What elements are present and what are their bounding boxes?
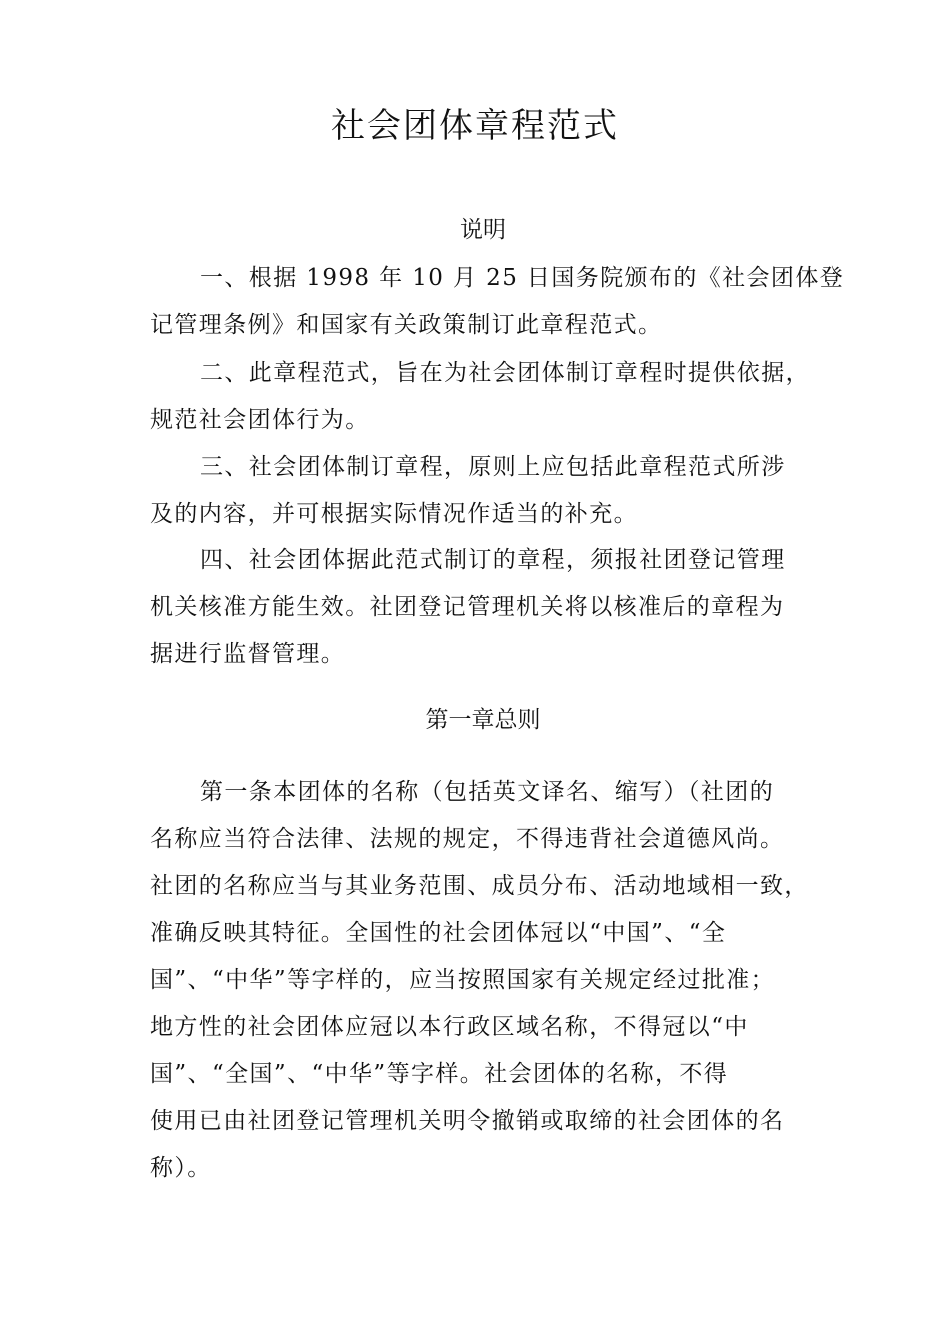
explanation-paragraph-1 (150, 255, 845, 349)
paragraph-line: 一、根据 1998 年 10 月 25 日国务院颁布的《社会团体登 (200, 265, 845, 291)
paragraph-line: 及的内容，并可根据实际情况作适当的补充。 (150, 501, 638, 527)
paragraph-line: 机关核准方能生效。社团登记管理机关将以核准后的章程为 (150, 594, 785, 620)
chapter-heading-general-provisions: 第一章总则 (425, 707, 541, 733)
article-line: 社团的名称应当与其业务范围、成员分布、活动地域相一致， (150, 873, 809, 899)
article-line: 第一条本团体的名称（包括英文译名、缩写）（社团的 (200, 779, 775, 805)
paragraph-line: 规范社会团体行为。 (150, 407, 370, 433)
article-line: 国”、“全国”、“中华”等字样。社会团体的名称，不得 (150, 1061, 729, 1087)
article-line: 使用已由社团登记管理机关明令撤销或取缔的社会团体的名 (150, 1108, 785, 1134)
explanation-paragraph-4 (150, 537, 840, 678)
section-heading-explanation: 说明 (460, 217, 506, 243)
article-line: 称）。 (150, 1155, 212, 1181)
paragraph-line: 据进行监督管理。 (150, 641, 346, 667)
paragraph-line: 记管理条例》和国家有关政策制订此章程范式。 (150, 312, 663, 338)
paragraph-line: 三、社会团体制订章程，原则上应包括此章程范式所涉 (200, 454, 786, 480)
paragraph-line: 二、此章程范式，旨在为社会团体制订章程时提供依据， (200, 360, 810, 386)
article-line: 国”、“中华”等字样的，应当按照国家有关规定经过批准； (150, 967, 776, 993)
article-one-paragraph (150, 769, 840, 1192)
explanation-paragraph-2 (150, 350, 840, 444)
explanation-paragraph-3 (150, 444, 840, 538)
paragraph-line: 四、社会团体据此范式制订的章程，须报社团登记管理 (200, 547, 786, 573)
document-title: 社会团体章程范式 (331, 106, 619, 146)
article-line: 名称应当符合法律、法规的规定，不得违背社会道德风尚。 (150, 826, 785, 852)
article-line: 准确反映其特征。全国性的社会团体冠以“中国”、“全 (150, 920, 727, 946)
article-line: 地方性的社会团体应冠以本行政区域名称，不得冠以“中 (150, 1014, 749, 1040)
